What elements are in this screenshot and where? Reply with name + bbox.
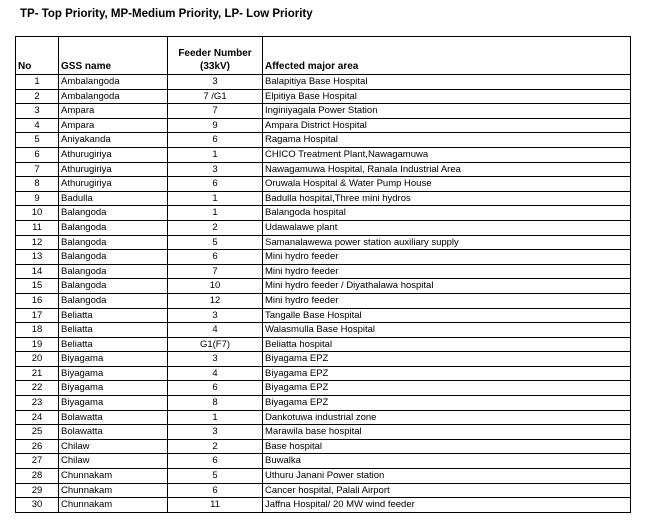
cell-no: 4 bbox=[16, 118, 59, 133]
cell-affected-area: Biyagama EPZ bbox=[263, 396, 631, 411]
table-row bbox=[16, 191, 631, 206]
table-row bbox=[16, 264, 631, 279]
table-row bbox=[16, 410, 631, 425]
cell-gss-name: Badulla bbox=[59, 191, 168, 206]
table-header-row bbox=[16, 37, 631, 75]
cell-no: 5 bbox=[16, 133, 59, 148]
cell-affected-area: Buwalka bbox=[263, 454, 631, 469]
cell-no: 2 bbox=[16, 89, 59, 104]
cell-no: 29 bbox=[16, 483, 59, 498]
cell-feeder-number: 5 bbox=[168, 469, 263, 484]
table-row bbox=[16, 89, 631, 104]
header-no: No bbox=[16, 37, 59, 75]
table-row bbox=[16, 293, 631, 308]
table-row bbox=[16, 381, 631, 396]
cell-gss-name: Balangoda bbox=[59, 279, 168, 294]
cell-no: 3 bbox=[16, 104, 59, 119]
cell-gss-name: Athurugiriya bbox=[59, 177, 168, 192]
table-row bbox=[16, 133, 631, 148]
cell-affected-area: Uthuru Janani Power station bbox=[263, 469, 631, 484]
cell-no: 18 bbox=[16, 323, 59, 338]
cell-feeder-number: 2 bbox=[168, 220, 263, 235]
cell-gss-name: Athurugiriya bbox=[59, 147, 168, 162]
header-gss-name: GSS name bbox=[59, 37, 168, 75]
table-row bbox=[16, 337, 631, 352]
cell-no: 19 bbox=[16, 337, 59, 352]
cell-feeder-number: 7 bbox=[168, 264, 263, 279]
cell-feeder-number: 1 bbox=[168, 410, 263, 425]
table-row bbox=[16, 162, 631, 177]
cell-affected-area: Ragama Hospital bbox=[263, 133, 631, 148]
cell-feeder-number: 6 bbox=[168, 381, 263, 396]
cell-affected-area: Biyagama EPZ bbox=[263, 381, 631, 396]
cell-gss-name: Beliatta bbox=[59, 323, 168, 338]
cell-affected-area: Mini hydro feeder bbox=[263, 250, 631, 265]
cell-no: 16 bbox=[16, 293, 59, 308]
cell-gss-name: Beliatta bbox=[59, 337, 168, 352]
cell-feeder-number: 6 bbox=[168, 177, 263, 192]
cell-affected-area: CHICO Treatment Plant,Nawagamuwa bbox=[263, 147, 631, 162]
feeder-table bbox=[15, 36, 631, 513]
cell-feeder-number: 1 bbox=[168, 147, 263, 162]
cell-gss-name: Chunnakam bbox=[59, 469, 168, 484]
cell-affected-area: Biyagama EPZ bbox=[263, 366, 631, 381]
cell-no: 24 bbox=[16, 410, 59, 425]
cell-no: 23 bbox=[16, 396, 59, 411]
cell-gss-name: Ampara bbox=[59, 118, 168, 133]
cell-gss-name: Balangoda bbox=[59, 206, 168, 221]
table-row bbox=[16, 75, 631, 90]
cell-feeder-number: 7 bbox=[168, 104, 263, 119]
table-row bbox=[16, 279, 631, 294]
cell-no: 22 bbox=[16, 381, 59, 396]
cell-gss-name: Biyagama bbox=[59, 396, 168, 411]
cell-gss-name: Ambalangoda bbox=[59, 75, 168, 90]
table-row bbox=[16, 147, 631, 162]
table-row bbox=[16, 454, 631, 469]
table-row bbox=[16, 206, 631, 221]
cell-gss-name: Ambalangoda bbox=[59, 89, 168, 104]
cell-gss-name: Biyagama bbox=[59, 352, 168, 367]
header-feeder-number bbox=[168, 37, 263, 75]
cell-affected-area: Mini hydro feeder / Diyathalawa hospital bbox=[263, 279, 631, 294]
cell-feeder-number: 6 bbox=[168, 483, 263, 498]
cell-no: 1 bbox=[16, 75, 59, 90]
cell-feeder-number: 2 bbox=[168, 439, 263, 454]
cell-affected-area: Tangalle Base Hospital bbox=[263, 308, 631, 323]
cell-feeder-number: G1(F7) bbox=[168, 337, 263, 352]
cell-feeder-number: 4 bbox=[168, 323, 263, 338]
cell-feeder-number: 3 bbox=[168, 75, 263, 90]
cell-gss-name: Biyagama bbox=[59, 366, 168, 381]
cell-gss-name: Chunnakam bbox=[59, 498, 168, 513]
table-row bbox=[16, 483, 631, 498]
table-row bbox=[16, 250, 631, 265]
cell-gss-name: Balangoda bbox=[59, 220, 168, 235]
cell-no: 9 bbox=[16, 191, 59, 206]
cell-affected-area: Biyagama EPZ bbox=[263, 352, 631, 367]
table-row bbox=[16, 104, 631, 119]
header-feeder-number-line1: Feeder Number bbox=[178, 48, 252, 59]
cell-feeder-number: 5 bbox=[168, 235, 263, 250]
cell-no: 20 bbox=[16, 352, 59, 367]
table-body bbox=[16, 75, 631, 513]
cell-gss-name: Bolawatta bbox=[59, 425, 168, 440]
cell-gss-name: Ampara bbox=[59, 104, 168, 119]
cell-affected-area: Beliatta hospital bbox=[263, 337, 631, 352]
cell-gss-name: Chilaw bbox=[59, 439, 168, 454]
cell-no: 25 bbox=[16, 425, 59, 440]
cell-affected-area: Mini hydro feeder bbox=[263, 293, 631, 308]
cell-no: 30 bbox=[16, 498, 59, 513]
cell-affected-area: Oruwala Hospital & Water Pump House bbox=[263, 177, 631, 192]
header-feeder-number-line2: (33kV) bbox=[199, 61, 230, 72]
cell-feeder-number: 3 bbox=[168, 352, 263, 367]
cell-feeder-number: 6 bbox=[168, 454, 263, 469]
header-affected-area: Affected major area bbox=[263, 37, 631, 75]
cell-no: 13 bbox=[16, 250, 59, 265]
cell-gss-name: Bolawatta bbox=[59, 410, 168, 425]
cell-no: 28 bbox=[16, 469, 59, 484]
cell-feeder-number: 6 bbox=[168, 133, 263, 148]
cell-no: 11 bbox=[16, 220, 59, 235]
cell-no: 15 bbox=[16, 279, 59, 294]
cell-no: 27 bbox=[16, 454, 59, 469]
table-row bbox=[16, 469, 631, 484]
cell-no: 17 bbox=[16, 308, 59, 323]
cell-no: 7 bbox=[16, 162, 59, 177]
cell-no: 26 bbox=[16, 439, 59, 454]
table-row bbox=[16, 352, 631, 367]
cell-gss-name: Balangoda bbox=[59, 293, 168, 308]
cell-no: 8 bbox=[16, 177, 59, 192]
table-row bbox=[16, 118, 631, 133]
table-row bbox=[16, 308, 631, 323]
cell-affected-area: Udawalawe plant bbox=[263, 220, 631, 235]
cell-affected-area: Inginiyagala Power Station bbox=[263, 104, 631, 119]
cell-gss-name: Balangoda bbox=[59, 264, 168, 279]
cell-affected-area: Walasmulla Base Hospital bbox=[263, 323, 631, 338]
cell-feeder-number: 1 bbox=[168, 206, 263, 221]
cell-affected-area: Balapitiya Base Hospital bbox=[263, 75, 631, 90]
cell-no: 10 bbox=[16, 206, 59, 221]
cell-feeder-number: 3 bbox=[168, 162, 263, 177]
cell-affected-area: Samanalawewa power station auxiliary supply bbox=[263, 235, 631, 250]
cell-feeder-number: 8 bbox=[168, 396, 263, 411]
table-row bbox=[16, 396, 631, 411]
cell-gss-name: Balangoda bbox=[59, 235, 168, 250]
cell-feeder-number: 3 bbox=[168, 308, 263, 323]
table-row bbox=[16, 366, 631, 381]
priority-legend-caption: TP- Top Priority, MP-Medium Priority, LP- Low Priority bbox=[20, 8, 313, 20]
cell-feeder-number: 1 bbox=[168, 191, 263, 206]
cell-feeder-number: 4 bbox=[168, 366, 263, 381]
cell-affected-area: Dankotuwa industrial zone bbox=[263, 410, 631, 425]
cell-gss-name: Athurugiriya bbox=[59, 162, 168, 177]
table-row bbox=[16, 220, 631, 235]
cell-feeder-number: 6 bbox=[168, 250, 263, 265]
cell-affected-area: Elpitiya Base Hospital bbox=[263, 89, 631, 104]
cell-affected-area: Jaffna Hospital/ 20 MW wind feeder bbox=[263, 498, 631, 513]
cell-gss-name: Beliatta bbox=[59, 308, 168, 323]
cell-gss-name: Chilaw bbox=[59, 454, 168, 469]
cell-affected-area: Badulla hospital,Three mini hydros bbox=[263, 191, 631, 206]
cell-affected-area: Mini hydro feeder bbox=[263, 264, 631, 279]
cell-affected-area: Cancer hospital, Palali Airport bbox=[263, 483, 631, 498]
cell-affected-area: Base hospital bbox=[263, 439, 631, 454]
cell-no: 12 bbox=[16, 235, 59, 250]
table-row bbox=[16, 177, 631, 192]
cell-affected-area: Nawagamuwa Hospital, Ranala Industrial Area bbox=[263, 162, 631, 177]
cell-feeder-number: 9 bbox=[168, 118, 263, 133]
cell-gss-name: Aniyakanda bbox=[59, 133, 168, 148]
cell-feeder-number: 7 /G1 bbox=[168, 89, 263, 104]
table-row bbox=[16, 323, 631, 338]
cell-no: 21 bbox=[16, 366, 59, 381]
cell-no: 14 bbox=[16, 264, 59, 279]
cell-gss-name: Chunnakam bbox=[59, 483, 168, 498]
cell-affected-area: Marawila base hospital bbox=[263, 425, 631, 440]
cell-affected-area: Balangoda hospital bbox=[263, 206, 631, 221]
cell-no: 6 bbox=[16, 147, 59, 162]
table-row bbox=[16, 425, 631, 440]
cell-feeder-number: 12 bbox=[168, 293, 263, 308]
cell-gss-name: Balangoda bbox=[59, 250, 168, 265]
cell-feeder-number: 10 bbox=[168, 279, 263, 294]
table-row bbox=[16, 498, 631, 513]
table-row bbox=[16, 439, 631, 454]
cell-gss-name: Biyagama bbox=[59, 381, 168, 396]
cell-affected-area: Ampara District Hospital bbox=[263, 118, 631, 133]
cell-feeder-number: 11 bbox=[168, 498, 263, 513]
table-row bbox=[16, 235, 631, 250]
cell-feeder-number: 3 bbox=[168, 425, 263, 440]
